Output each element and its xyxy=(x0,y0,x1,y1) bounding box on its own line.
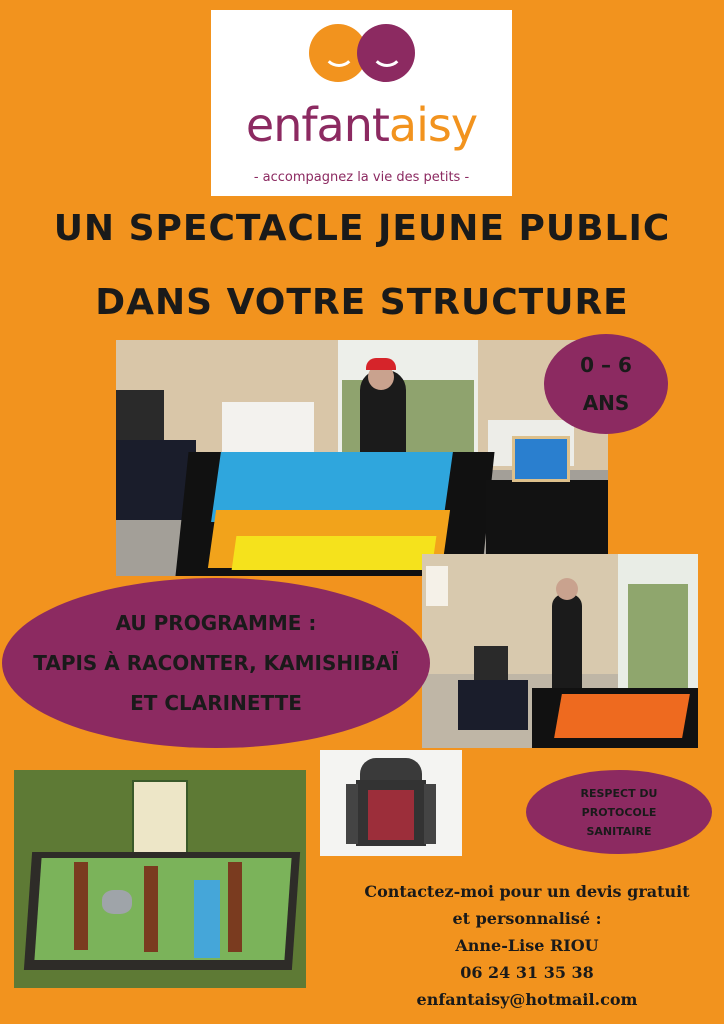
logo-word-part1: enfant xyxy=(245,98,389,152)
protocol-line-3: SANITAIRE xyxy=(586,824,652,838)
logo-tagline: - accompagnez la vie des petits - xyxy=(253,170,470,185)
program-line-3: ET CLARINETTE xyxy=(130,691,302,715)
photo-kamishibai xyxy=(320,750,462,856)
protocol-line-1: RESPECT DU xyxy=(580,786,658,800)
logo-word-part2: aisy xyxy=(388,98,478,152)
photo-storytelling-mat xyxy=(116,340,608,576)
program-line-2: TAPIS À RACONTER, KAMISHIBAÏ xyxy=(33,651,399,675)
smile-icon xyxy=(371,48,403,67)
protocol-line-2: PROTOCOLE xyxy=(581,805,657,819)
protocol-oval xyxy=(526,770,712,854)
age-unit: ANS xyxy=(582,391,630,415)
photo-clarinet-performance xyxy=(422,554,698,748)
contact-block xyxy=(330,878,724,1013)
contact-line-1: Contactez-moi pour un devis gratuit xyxy=(364,882,690,901)
age-range: 0 – 6 xyxy=(580,353,632,377)
logo-wordmark xyxy=(211,98,512,152)
contact-line-2: et personnalisé : xyxy=(452,909,602,928)
photo-forest-mat xyxy=(14,770,306,988)
contact-email: enfantaisy@hotmail.com xyxy=(416,990,638,1009)
age-badge xyxy=(544,334,668,434)
program-heading: AU PROGRAMME : xyxy=(115,611,317,635)
title-line-2: DANS VOTRE STRUCTURE xyxy=(95,282,629,323)
logo-purple-circle-icon xyxy=(357,24,415,82)
program-oval xyxy=(2,578,430,748)
contact-phone: 06 24 31 35 38 xyxy=(460,963,594,982)
logo-card xyxy=(211,10,512,196)
smile-icon xyxy=(323,48,355,67)
contact-name: Anne-Lise RIOU xyxy=(455,936,599,955)
title-line-1: UN SPECTACLE JEUNE PUBLIC xyxy=(53,208,671,249)
